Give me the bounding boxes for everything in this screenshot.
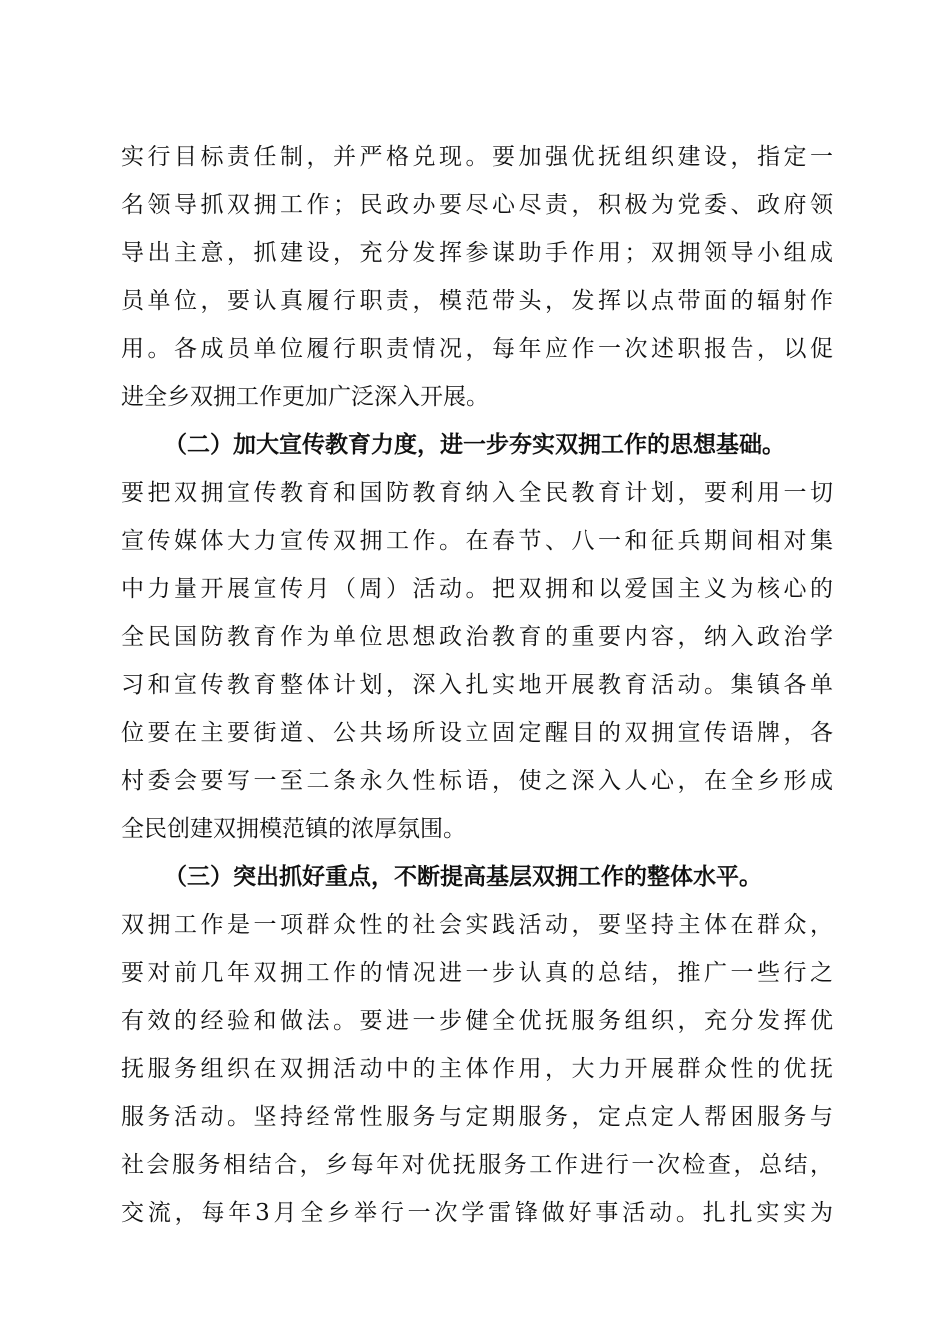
text-line: 社会服务相结合，乡每年对优抚服务工作进行一次检查，总结， [121,1152,833,1178]
text-line: 交流，每年3月全乡举行一次学雷锋做好事活动。扎扎实实为 [121,1200,833,1226]
text-line: 习和宣传教育整体计划，深入扎实地开展教育活动。集镇各单 [121,672,833,698]
text-line: 实行目标责任制，并严格兑现。要加强优抚组织建设，指定一 [121,144,833,170]
section-heading-3: （三）突出抓好重点，不断提高基层双拥工作的整体水平。 [164,863,762,890]
text-line: 全民国防教育作为单位思想政治教育的重要内容，纳入政治学 [121,624,833,650]
text-line: 中力量开展宣传月（周）活动。把双拥和以爱国主义为核心的 [121,576,833,602]
text-line: 抚服务组织在双拥活动中的主体作用，大力开展群众性的优抚 [121,1056,833,1082]
text-line: 要把双拥宣传教育和国防教育纳入全民教育计划，要利用一切 [121,480,833,506]
section-heading-2: （二）加大宣传教育力度，进一步夯实双拥工作的思想基础。 [164,431,785,458]
text-line: 用。各成员单位履行职责情况，每年应作一次述职报告，以促 [121,336,833,362]
text-line: 进全乡双拥工作更加广泛深入开展。 [121,384,489,410]
text-line: 村委会要写一至二条永久性标语，使之深入人心，在全乡形成 [121,768,833,794]
text-line: 双拥工作是一项群众性的社会实践活动，要坚持主体在群众， [121,912,833,938]
text-line: 有效的经验和做法。要进一步健全优抚服务组织，充分发挥优 [121,1008,833,1034]
text-line: 员单位，要认真履行职责，模范带头，发挥以点带面的辐射作 [121,288,833,314]
text-line: 要对前几年双拥工作的情况进一步认真的总结，推广一些行之 [121,960,833,986]
text-line: 全民创建双拥模范镇的浓厚氛围。 [121,816,466,842]
text-line: 服务活动。坚持经常性服务与定期服务，定点定人帮困服务与 [121,1104,833,1130]
text-line: 位要在主要街道、公共场所设立固定醒目的双拥宣传语牌，各 [121,720,833,746]
text-line: 导出主意，抓建设，充分发挥参谋助手作用；双拥领导小组成 [121,240,833,266]
text-line: 名领导抓双拥工作；民政办要尽心尽责，积极为党委、政府领 [121,192,833,218]
text-line: 宣传媒体大力宣传双拥工作。在春节、八一和征兵期间相对集 [121,528,833,554]
